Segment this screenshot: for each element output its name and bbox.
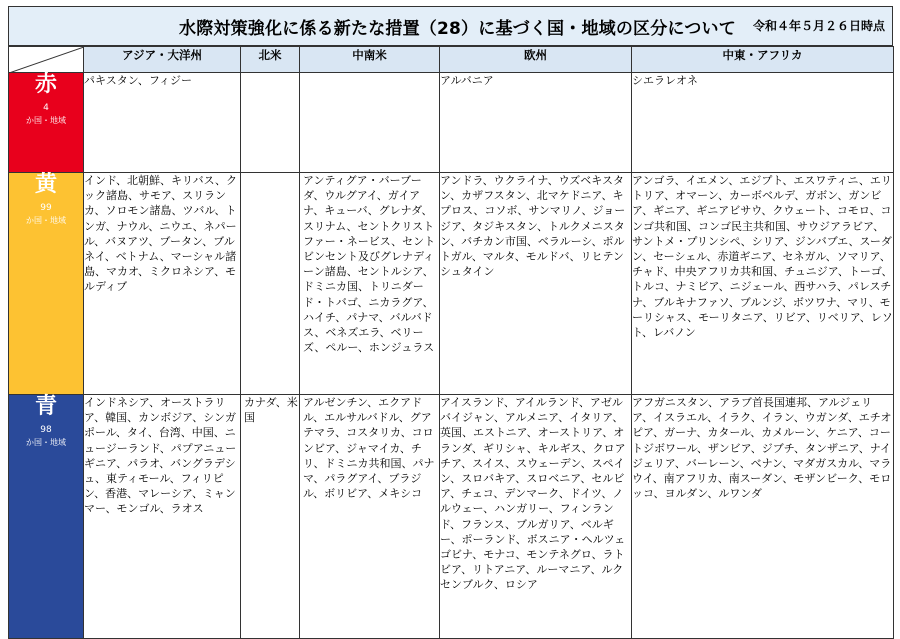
column-header-europe: 欧州 bbox=[440, 47, 632, 73]
zone-name: 赤 bbox=[34, 72, 57, 97]
column-header-middle-east-africa: 中東・アフリカ bbox=[632, 47, 894, 73]
red-europe-cell: アルバニア bbox=[440, 73, 632, 173]
zone-row-blue bbox=[9, 395, 894, 639]
yellow-north-america-cell bbox=[241, 173, 300, 395]
blue-middle-east-africa-cell: アフガニスタン、アラブ首長国連邦、アルジェリア、イスラエル、イラク、イラン、ウガンダ、エチオピア、ガーナ、カタール、カメルーン、ケニア、コートジボワール、ザンビア、ジブチ、タンザニア、ナイジェリア、バーレーン、ベナン、マダガスカル、マラウイ、南アフリカ、南スーダン、モザンビーク、モロッコ、ヨルダン、ルワンダ bbox=[632, 395, 894, 639]
yellow-asia-oceania-cell: インド、北朝鮮、キリバス、クック諸島、サモア、スリランカ、ソロモン諸島、ツバル、トンガ、ナウル、ニウエ、ネパール、バヌアツ、ブータン、ブルネイ、ベトナム、マーシャル諸島、マカオ、ミクロネシア、モルディブ bbox=[84, 173, 241, 395]
zone-name: 青 bbox=[34, 394, 57, 419]
corner-cell bbox=[9, 47, 84, 73]
blue-north-america-cell: カナダ、米国 bbox=[241, 395, 300, 639]
red-latin-america-cell bbox=[300, 73, 440, 173]
zone-unit: か国・地域 bbox=[26, 438, 66, 448]
yellow-middle-east-africa-cell: アンゴラ、イエメン、エジプト、エスワティニ、エリトリア、オマーン、カーボベルデ、ガボン、ガンビア、ギニア、ギニアビサウ、クウェート、コモロ、コンゴ共和国、コンゴ民主共和国、サウジアラビア、サントメ・プリンシペ、シリア、ジンバブエ、スーダン、セーシェル、赤道ギニア、セネガル、ソマリア、チャド、中央アフリカ共和国、チュニジア、トーゴ、トルコ、ナミビア、ニジェール、西サハラ、パレスチナ、ブルキナファソ、ブルンジ、ボツワナ、マリ、モーリシャス、モーリタニア、リビア、リベリア、レソト、レバノン bbox=[632, 173, 894, 395]
red-asia-oceania-cell: パキスタン、フィジー bbox=[84, 73, 241, 173]
zone-count: 99 bbox=[40, 203, 52, 214]
blue-europe-cell: アイスランド、アイルランド、アゼルバイジャン、アルメニア、イタリア、英国、エストニア、オーストリア、オランダ、ギリシャ、キルギス、クロアチア、スイス、スウェーデン、スペイン、スロバキア、スロベニア、セルビア、チェコ、デンマーク、ドイツ、ノルウェー、ハンガリー、フィンランド、フランス、ブルガリア、ベルギー、ポーランド、ボスニア・ヘルツェゴビナ、モナコ、モンテネグロ、ラトビア、リトアニア、ルーマニア、ルクセンブルク、ロシア bbox=[440, 395, 632, 639]
yellow-latin-america-cell: アンティグア・バーブーダ、ウルグアイ、ガイアナ、キューバ、グレナダ、スリナム、セントクリストファー・ネービス、セントビンセント及びグレナディーン諸島、セントルシア、ドミニカ国、トリニダード・トバゴ、ニカラグア、ハイチ、パナマ、バルバドス、ベネズエラ、ベリーズ、ペルー、ホンジュラス bbox=[300, 173, 440, 395]
zone-count: 98 bbox=[40, 425, 52, 436]
column-header-north-america: 北米 bbox=[241, 47, 300, 73]
as-of-date: 令和４年５月２６日時点 bbox=[752, 19, 885, 33]
zone-label-yellow bbox=[9, 173, 84, 395]
country-classification-table bbox=[8, 46, 894, 639]
zone-row-yellow bbox=[9, 173, 894, 395]
zone-unit: か国・地域 bbox=[26, 116, 66, 126]
red-middle-east-africa-cell: シエラレオネ bbox=[632, 73, 894, 173]
blue-asia-oceania-cell: インドネシア、オーストラリア、韓国、カンボジア、シンガポール、タイ、台湾、中国、ニュージーランド、パプアニューギニア、パラオ、バングラデシュ、東ティモール、フィリピン、香港、マレーシア、ミャンマー、モンゴル、ラオス bbox=[84, 395, 241, 639]
title-bar bbox=[8, 6, 893, 46]
column-header-asia-oceania: アジア・大洋州 bbox=[84, 47, 241, 73]
red-north-america-cell bbox=[241, 73, 300, 173]
zone-count: 4 bbox=[43, 103, 49, 114]
zone-label-red bbox=[9, 73, 84, 173]
page-title: 水際対策強化に係る新たな措置（28）に基づく国・地域の区分について bbox=[179, 19, 736, 39]
column-header-row bbox=[9, 47, 894, 73]
yellow-europe-cell: アンドラ、ウクライナ、ウズベキスタン、カザフスタン、北マケドニア、キプロス、コソボ、サンマリノ、ジョージア、タジキスタン、トルクメニスタン、バチカン市国、ベラルーシ、ポルトガル、マルタ、モルドバ、リヒテンシュタイン bbox=[440, 173, 632, 395]
zone-unit: か国・地域 bbox=[26, 216, 66, 226]
zone-label-blue bbox=[9, 395, 84, 639]
corner-diagonal bbox=[9, 47, 84, 73]
blue-latin-america-cell: アルゼンチン、エクアドル、エルサルバドル、グアテマラ、コスタリカ、コロンビア、ジャマイカ、チリ、ドミニカ共和国、パナマ、パラグアイ、ブラジル、ボリビア、メキシコ bbox=[300, 395, 440, 639]
column-header-latin-america: 中南米 bbox=[300, 47, 440, 73]
zone-row-red bbox=[9, 73, 894, 173]
zone-name: 黄 bbox=[34, 172, 57, 197]
